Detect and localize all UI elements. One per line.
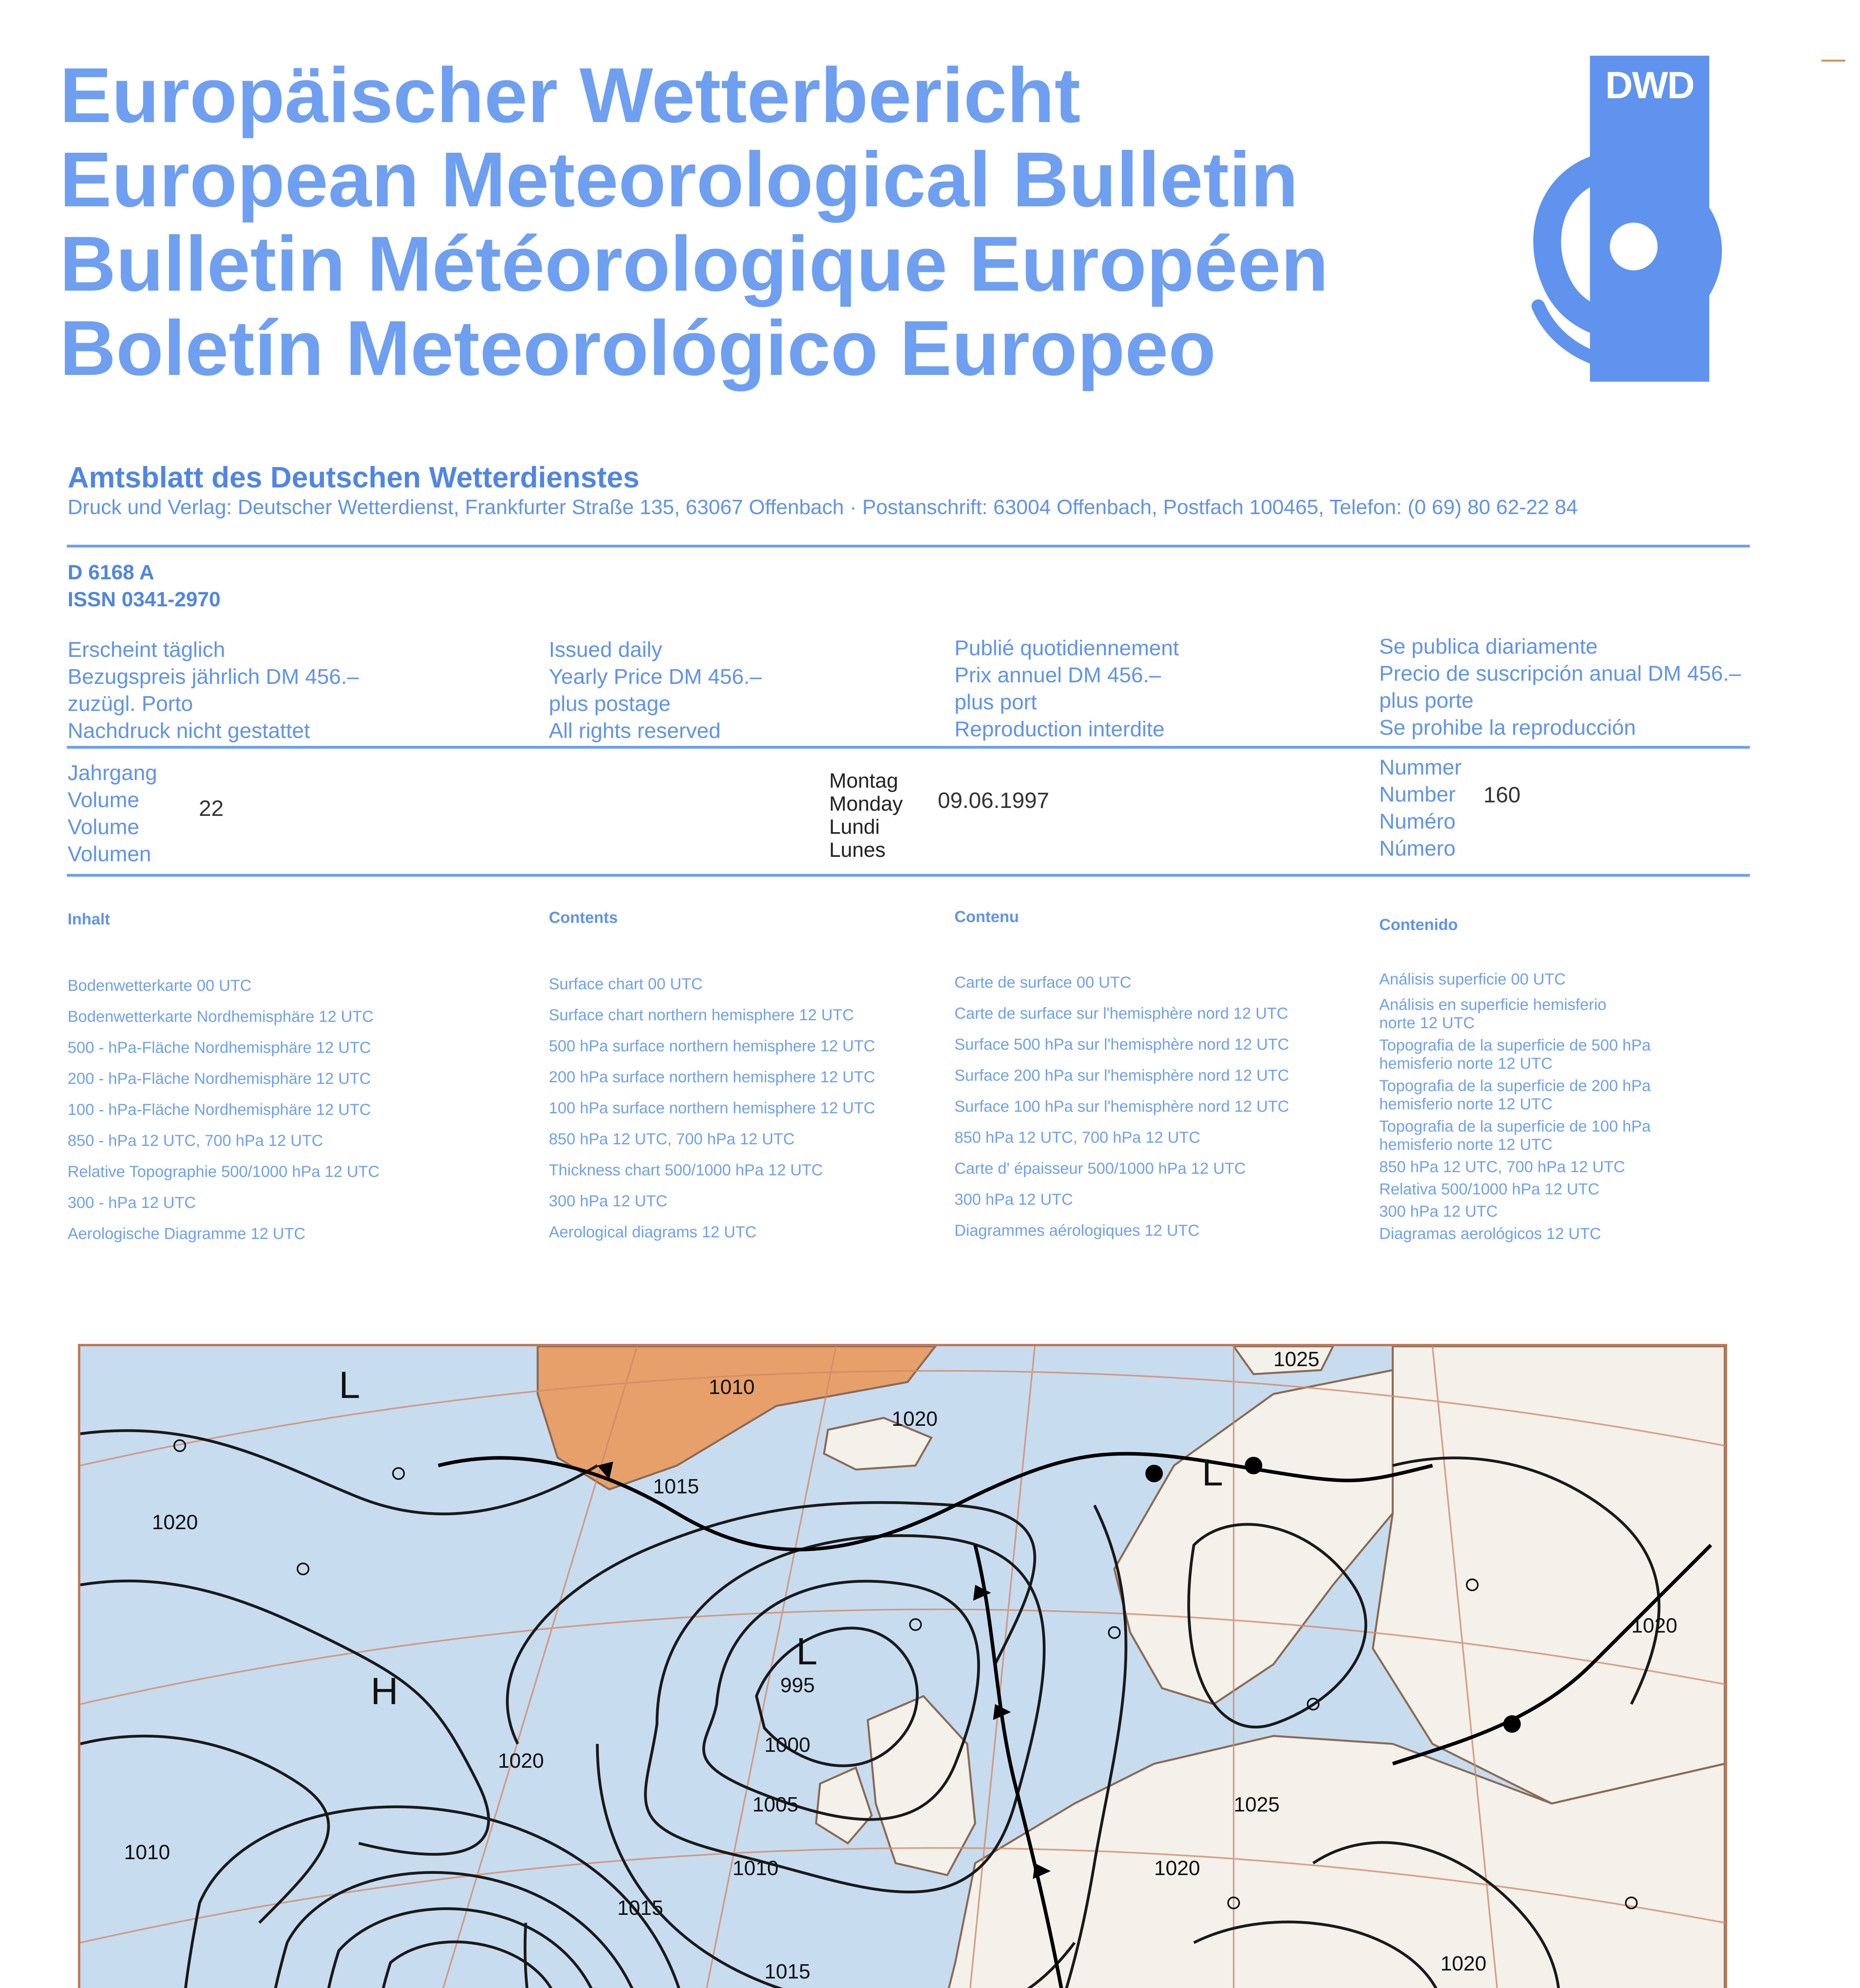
toc-head-fr: Contenu — [954, 908, 1019, 926]
toc-item: hemisferio norte 12 UTC — [1379, 1136, 1553, 1153]
toc-item: hemisferio norte 12 UTC — [1379, 1055, 1553, 1072]
toc-item: Análisis superficie 00 UTC — [1379, 971, 1566, 988]
isobar-label: 995 — [780, 1674, 815, 1697]
toc-item: norte 12 UTC — [1379, 1014, 1475, 1032]
sub-de-line: zuzügl. Porto — [68, 692, 193, 716]
toc-item: Surface 100 hPa sur l'hemisphère nord 12 UTC — [954, 1098, 1289, 1115]
subscription-en — [549, 636, 762, 744]
sub-fr-line: Reproduction interdite — [954, 717, 1165, 741]
toc-item: Diagrammes aérologiques 12 UTC — [954, 1222, 1199, 1239]
number-labels — [1379, 754, 1462, 862]
toc-item: Aerological diagrams 12 UTC — [549, 1223, 757, 1241]
toc-item: Carte de surface sur l'hemisphère nord 12 UTC — [954, 1005, 1289, 1022]
number-label: Número — [1379, 837, 1456, 860]
toc-item: 300 hPa 12 UTC — [549, 1192, 667, 1210]
isobar-label: 1020 — [892, 1408, 938, 1431]
volume-label: Jahrgang — [68, 761, 157, 785]
sub-es-line: Se publica diariamente — [1379, 635, 1598, 658]
isobar-label: 1015 — [764, 1960, 810, 1983]
logo-text: DWD — [1605, 64, 1694, 107]
sub-en-line: plus postage — [549, 692, 671, 716]
number-label: Nummer — [1379, 755, 1462, 779]
day-label: Lunes — [829, 839, 886, 862]
high-pressure-center: H — [371, 1670, 398, 1712]
sub-de-line: Erscheint täglich — [68, 638, 225, 662]
isobar-label: 1020 — [1631, 1614, 1677, 1637]
toc-item: hemisferio norte 12 UTC — [1379, 1095, 1553, 1113]
toc-item: 100 - hPa-Fläche Nordhemisphäre 12 UTC — [68, 1101, 371, 1118]
surface-weather-map — [78, 1344, 1727, 1988]
title-german: Europäischer Wetterbericht — [60, 52, 1081, 139]
publisher-line: Amtsblatt des Deutschen Wetterdienstes — [68, 461, 639, 494]
issue-number: 160 — [1483, 782, 1521, 807]
toc-item: Bodenwetterkarte 00 UTC — [68, 977, 252, 994]
toc-head-en: Contents — [549, 909, 618, 926]
toc-item: Surface chart northern hemisphere 12 UTC — [549, 1006, 854, 1024]
volume-value: 22 — [199, 796, 224, 821]
issn: ISSN 0341-2970 — [68, 588, 221, 611]
toc-item: 850 hPa 12 UTC, 700 hPa 12 UTC — [549, 1130, 795, 1148]
toc-item: 100 hPa surface northern hemisphere 12 UTC — [549, 1099, 875, 1117]
volume-label: Volumen — [68, 842, 152, 866]
warm-front-semicircle — [1245, 1457, 1262, 1474]
dwd-logo — [1590, 56, 1709, 382]
volume-labels — [68, 759, 157, 868]
sub-fr-line: Publié quotidiennement — [954, 636, 1179, 660]
number-label: Number — [1379, 782, 1456, 806]
toc-fr — [954, 967, 1289, 1246]
sub-de-line: Nachdruck nicht gestattet — [68, 719, 310, 743]
toc-item: Topografia de la superficie de 100 hPa — [1379, 1118, 1651, 1135]
publisher-address: Druck und Verlag: Deutscher Wetterdienst, Frankfurter Straße 135, 63067 Offenbach · Postanschrift: 63004 Offenbach, Postfach 100465, Telefon: (0 69) 80 62-22 84 — [68, 496, 1578, 519]
isobar-label: 1010 — [709, 1376, 755, 1399]
sub-es-line: Se prohibe la reproducción — [1379, 716, 1636, 740]
title-french: Bulletin Météorologique Européen — [60, 220, 1329, 307]
isobar-label: 1020 — [152, 1511, 198, 1534]
title-spanish: Boletín Meteorológico Europeo — [60, 305, 1216, 392]
divider-2 — [67, 746, 1750, 749]
sub-en-line: Yearly Price DM 456.– — [549, 665, 762, 689]
toc-item: 500 - hPa-Fläche Nordhemisphäre 12 UTC — [68, 1039, 371, 1056]
isobar-label: 1010 — [733, 1857, 779, 1880]
sub-de-line: Bezugspreis jährlich DM 456.– — [68, 665, 359, 689]
isobar-label: 1000 — [764, 1734, 810, 1757]
isobar-label: 1020 — [1440, 1952, 1487, 1975]
low-pressure-center: L — [339, 1364, 360, 1406]
toc-item: Thickness chart 500/1000 hPa 12 UTC — [549, 1161, 823, 1179]
toc-item: 850 hPa 12 UTC, 700 hPa 12 UTC — [1379, 1158, 1625, 1176]
sub-fr-line: Prix annuel DM 456.– — [954, 663, 1161, 687]
toc-item: 200 hPa surface northern hemisphere 12 UTC — [549, 1068, 875, 1086]
subscription-de — [68, 636, 359, 744]
toc-item: Topografia de la superficie de 200 hPa — [1379, 1077, 1651, 1095]
toc-item: 200 - hPa-Fläche Nordhemisphäre 12 UTC — [68, 1070, 371, 1087]
sub-es-line: plus porte — [1379, 689, 1474, 712]
toc-item: Carte d' épaisseur 500/1000 hPa 12 UTC — [954, 1160, 1246, 1177]
isobar-label: 1020 — [1154, 1857, 1200, 1880]
toc-item: Análisis en superficie hemisferio — [1379, 996, 1607, 1013]
toc-item: Bodenwetterkarte Nordhemisphäre 12 UTC — [68, 1008, 374, 1025]
toc-item: Aerologische Diagramme 12 UTC — [68, 1225, 306, 1242]
toc-item: Relativa 500/1000 hPa 12 UTC — [1379, 1180, 1600, 1198]
volume-label: Volume — [68, 815, 140, 839]
title-english: European Meteorological Bulletin — [60, 136, 1298, 223]
warm-front-semicircle — [1503, 1715, 1521, 1733]
number-label: Numéro — [1379, 810, 1456, 833]
divider-1 — [67, 545, 1750, 547]
subscription-fr — [954, 635, 1179, 743]
toc-es — [1379, 970, 1651, 1243]
low-pressure-center: L — [1202, 1451, 1223, 1494]
isobar-label: 1020 — [498, 1749, 544, 1773]
divider-3 — [67, 874, 1750, 877]
toc-item: Carte de surface 00 UTC — [954, 974, 1131, 991]
toc-item: Topografia de la superficie de 500 hPa — [1379, 1037, 1651, 1054]
isobar-label: 1025 — [1273, 1348, 1320, 1371]
toc-item: 850 - hPa 12 UTC, 700 hPa 12 UTC — [68, 1132, 323, 1149]
toc-item: 300 - hPa 12 UTC — [68, 1194, 196, 1211]
subscription-es — [1379, 633, 1741, 741]
toc-item: Diagramas aerológicos 12 UTC — [1379, 1225, 1602, 1242]
toc-item: Surface chart 00 UTC — [549, 975, 703, 993]
toc-item: 850 hPa 12 UTC, 700 hPa 12 UTC — [954, 1129, 1201, 1146]
isobar-label: 1010 — [124, 1841, 170, 1864]
d-number: D 6168 A — [68, 561, 154, 584]
sub-en-line: All rights reserved — [549, 719, 721, 743]
isobar-label: 1005 — [752, 1793, 799, 1816]
spiral-icon — [1514, 119, 1737, 398]
day-label: Lundi — [829, 815, 880, 839]
low-pressure-center: L — [796, 1630, 818, 1673]
toc-item: 300 hPa 12 UTC — [954, 1191, 1073, 1208]
isobar-label: 1025 — [1234, 1793, 1280, 1816]
toc-item: Surface 200 hPa sur l'hemisphère nord 12 UTC — [954, 1067, 1289, 1084]
corner-mark — [1821, 60, 1845, 62]
toc-head-de: Inhalt — [68, 911, 110, 928]
issue-date: 09.06.1997 — [938, 788, 1050, 813]
day-label: Montag — [829, 769, 898, 792]
volume-label: Volume — [68, 788, 140, 812]
toc-item: 500 hPa surface northern hemisphere 12 UTC — [549, 1037, 875, 1055]
day-labels — [829, 769, 903, 862]
toc-de — [68, 970, 379, 1249]
day-label: Monday — [829, 792, 903, 815]
isobar-label: 1015 — [617, 1897, 663, 1920]
toc-item: Relative Topographie 500/1000 hPa 12 UTC — [68, 1163, 380, 1180]
toc-head-es: Contenido — [1379, 916, 1458, 934]
sub-es-line: Precio de suscripción anual DM 456.– — [1379, 662, 1741, 685]
weather-map-svg — [80, 1346, 1725, 1988]
toc-en — [549, 969, 875, 1248]
warm-front-semicircle — [1145, 1465, 1163, 1482]
sub-fr-line: plus port — [954, 690, 1037, 714]
isobar-label: 1015 — [653, 1475, 699, 1498]
sub-en-line: Issued daily — [549, 638, 663, 662]
toc-item: Surface 500 hPa sur l'hemisphère nord 12 UTC — [954, 1036, 1289, 1053]
toc-item: 300 hPa 12 UTC — [1379, 1203, 1498, 1220]
